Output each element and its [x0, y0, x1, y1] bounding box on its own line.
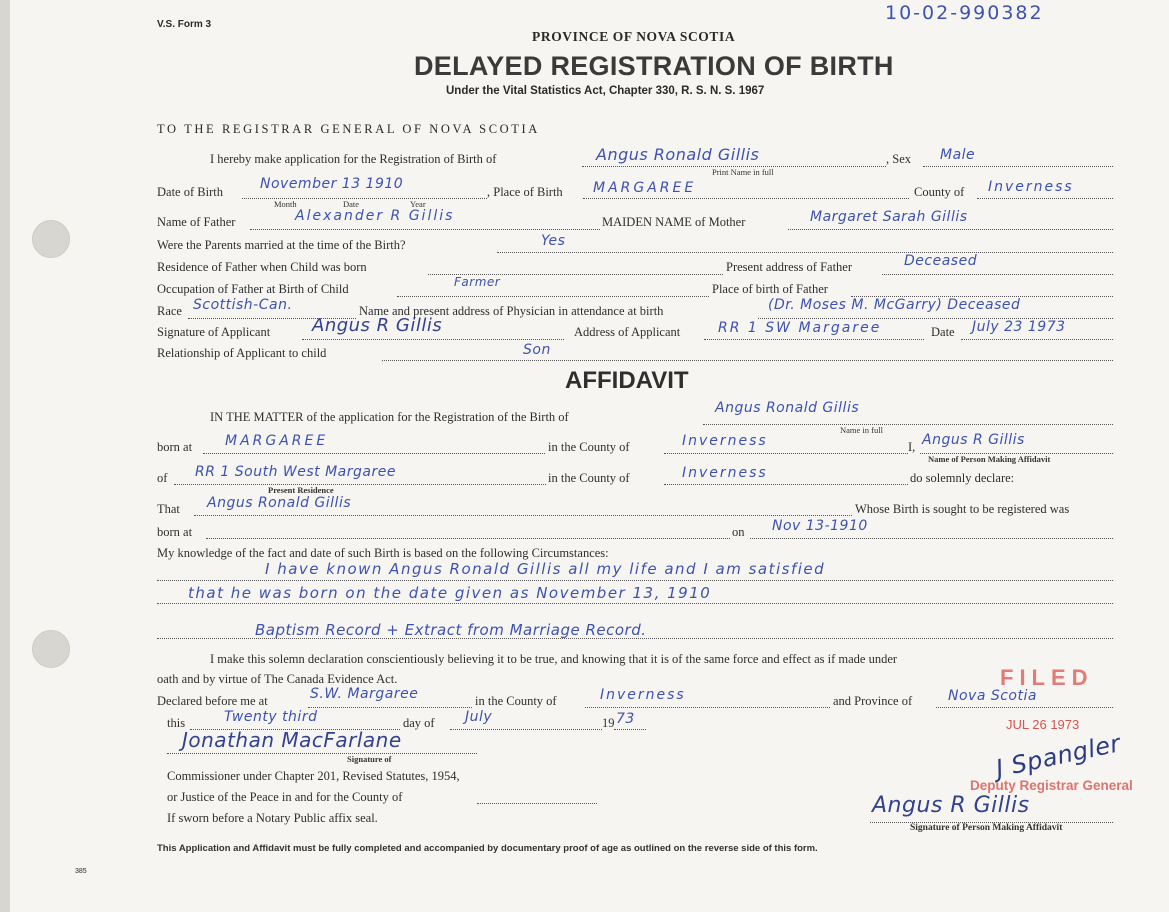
present-address-value: Deceased: [904, 253, 978, 269]
day-value: Twenty third: [224, 709, 318, 725]
county-of-label-3: in the County of: [475, 694, 557, 708]
declared-county-value: Inverness: [600, 687, 686, 703]
relationship-label: Relationship of Applicant to child: [157, 346, 327, 360]
county-value: Inverness: [988, 179, 1074, 195]
affidavit-county-value-2: Inverness: [682, 465, 768, 481]
sex-label: , Sex: [886, 152, 911, 166]
date-label: Date: [931, 325, 955, 339]
declared-before-label: Declared before me at: [157, 694, 268, 708]
declared-province-value: Nova Scotia: [948, 688, 1037, 704]
father-birthplace-label: Place of birth of Father: [712, 282, 828, 296]
application-date-value: July 23 1973: [972, 319, 1066, 335]
applicant-address-label: Address of Applicant: [574, 325, 681, 339]
county-of-label: in the County of: [548, 440, 630, 454]
form-subtitle: Under the Vital Statistics Act, Chapter 330, R. S. N. S. 1967: [446, 85, 765, 97]
circumstance-line-2: that he was born on the date given as November 13, 1910: [188, 584, 712, 602]
father-value: Alexander R Gillis: [295, 208, 455, 224]
year-caption: Year: [410, 199, 426, 209]
circumstance-line-3: Baptism Record + Extract from Marriage Record.: [255, 621, 647, 639]
knowledge-label: My knowledge of the fact and date of such Birth is based on the following Circumstances:: [157, 546, 609, 560]
file-number: 10-02-990382: [885, 2, 1044, 24]
name-in-full-caption: Name in full: [840, 425, 883, 435]
deponent-caption: Name of Person Making Affidavit: [928, 454, 1051, 464]
county-label: County of: [914, 185, 965, 199]
year-suffix: 73: [616, 711, 635, 727]
pob-label: , Place of Birth: [487, 185, 563, 199]
form-number: V.S. Form 3: [157, 19, 212, 30]
province-heading: PROVINCE OF NOVA SCOTIA: [532, 29, 736, 44]
date-caption: Date: [343, 199, 360, 209]
declared-at-value: S.W. Margaree: [310, 686, 419, 702]
month-caption: Month: [274, 199, 297, 209]
form-sheet: [10, 0, 1169, 912]
occupation-value: Farmer: [454, 275, 501, 289]
county-of-label-2: in the County of: [548, 471, 630, 485]
married-label: Were the Parents married at the time of the Birth?: [157, 238, 406, 252]
dob-value: November 13 1910: [260, 176, 404, 192]
physician-value: (Dr. Moses M. McGarry) Deceased: [768, 297, 1021, 313]
print-name-caption: Print Name in full: [712, 167, 774, 177]
dob-label: Date of Birth: [157, 185, 223, 199]
deputy-registrar-stamp: Deputy Registrar General: [970, 778, 1133, 793]
punch-hole: [32, 630, 70, 668]
addressee-line: TO THE REGISTRAR GENERAL OF NOVA SCOTIA: [157, 122, 540, 136]
married-value: Yes: [541, 233, 566, 249]
justice-label: or Justice of the Peace in and for the County of: [167, 790, 403, 804]
of-label: of: [157, 471, 168, 485]
born-at-label: born at: [157, 440, 193, 454]
born-at-label-2: born at: [157, 525, 193, 539]
residence-label: Residence of Father when Child was born: [157, 260, 367, 274]
mother-value: Margaret Sarah Gillis: [810, 209, 968, 225]
punch-hole: [32, 220, 70, 258]
registrar-signature: J Spangler: [993, 729, 1124, 783]
sex-value: Male: [940, 147, 976, 163]
deponent-signature: Angus R Gillis: [872, 793, 1030, 818]
i-label: I,: [908, 440, 916, 454]
filed-date-stamp: JUL 26 1973: [1006, 717, 1080, 732]
commissioner-signature: Jonathan MacFarlane: [182, 728, 402, 752]
affidavit-child-name: Angus Ronald Gillis: [715, 400, 860, 416]
whose-birth-label: Whose Birth is sought to be registered was: [855, 502, 1070, 516]
physician-label: Name and present address of Physician in attendance at birth: [359, 304, 664, 318]
present-address-label: Present address of Father: [726, 260, 853, 274]
commissioner-label: Commissioner under Chapter 201, Revised Statutes, 1954,: [167, 769, 460, 783]
deponent-signature-caption: Signature of Person Making Affidavit: [910, 823, 1063, 833]
race-value: Scottish-Can.: [193, 297, 293, 313]
that-label: That: [157, 502, 180, 516]
this-label: this: [167, 716, 186, 730]
pob-value: MARGAREE: [593, 180, 697, 196]
matter-label: IN THE MATTER of the application for the Registration of the Birth of: [210, 410, 569, 424]
on-label: on: [732, 525, 745, 539]
form-title: DELAYED REGISTRATION OF BIRTH: [414, 51, 894, 81]
footer-note: This Application and Affidavit must be fully completed and accompanied by documentary proof of age as outlined on the reverse side of this form.: [157, 843, 818, 854]
form-code: 385: [75, 868, 87, 875]
applicant-signature-label: Signature of Applicant: [157, 325, 271, 339]
filed-stamp: FILED: [1000, 665, 1094, 690]
declaration-text-1: I make this solemn declaration conscientiously believing it to be true, and knowing that it is of the same force and effect as if made under: [210, 652, 898, 666]
circumstance-line-1: I have known Angus Ronald Gillis all my life and I am satisfied: [265, 560, 826, 578]
residence-caption: Present Residence: [268, 485, 334, 495]
deponent-name: Angus R Gillis: [922, 432, 1025, 448]
child-name-value: Angus Ronald Gillis: [596, 145, 760, 164]
declare-label: do solemnly declare:: [910, 471, 1015, 485]
occupation-label: Occupation of Father at Birth of Child: [157, 282, 349, 296]
applicant-address-value: RR 1 SW Margaree: [718, 320, 882, 336]
signature-of-caption: Signature of: [347, 754, 392, 764]
that-name-value: Angus Ronald Gillis: [207, 495, 352, 511]
born-at-value: MARGAREE: [225, 433, 329, 449]
relationship-value: Son: [523, 342, 551, 358]
race-label: Race: [157, 304, 182, 318]
month-value: July: [465, 709, 493, 725]
applicant-signature: Angus R Gillis: [312, 315, 443, 336]
notary-label: If sworn before a Notary Public affix seal.: [167, 811, 378, 825]
mother-label: MAIDEN NAME of Mother: [602, 215, 746, 229]
father-label: Name of Father: [157, 215, 236, 229]
year-prefix: 19: [602, 716, 615, 730]
affidavit-title: AFFIDAVIT: [565, 367, 689, 394]
residence-value: RR 1 South West Margaree: [195, 464, 396, 480]
intro-label: I hereby make application for the Registration of Birth of: [210, 152, 497, 166]
province-label: and Province of: [833, 694, 913, 708]
birth-date-value: Nov 13-1910: [772, 518, 868, 534]
affidavit-county-value: Inverness: [682, 433, 768, 449]
declaration-text-2: oath and by virtue of The Canada Evidence Act.: [157, 672, 398, 686]
day-of-label: day of: [403, 716, 435, 730]
